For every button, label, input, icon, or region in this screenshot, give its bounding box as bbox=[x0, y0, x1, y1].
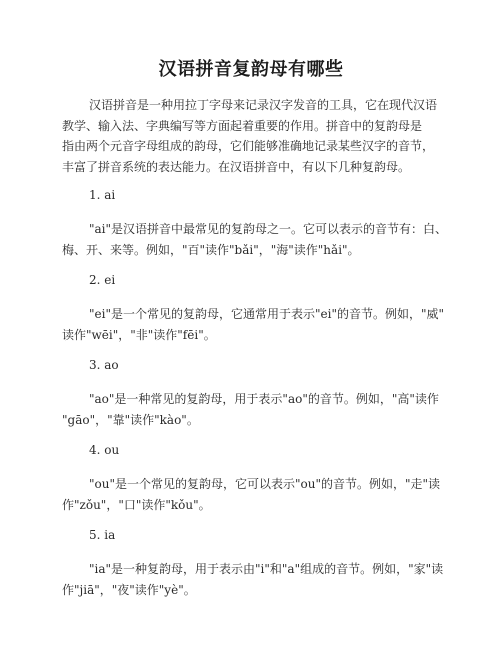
section-line: "ao"是一种常见的复韵母，用于表示"ao"的音节。例如，"高"读作 bbox=[89, 392, 439, 406]
section-line: 作"jiā"，"夜"读作"yè"。 bbox=[62, 583, 196, 597]
section-heading: 4. ou bbox=[89, 443, 120, 457]
section-line: "ei"是一个常见的复韵母，它通常用于表示"ei"的音节。例如，"威" bbox=[89, 307, 444, 321]
section-line: "ai"是汉语拼音中最常见的复韵母之一。它可以表示的音节有：白、 bbox=[89, 222, 448, 236]
section-heading: 2. ei bbox=[89, 273, 116, 287]
intro-line: 指由两个元音字母组成的韵母，它们能够准确地记录某些汉字的音节， bbox=[62, 139, 435, 153]
section-line: "ia"是一种复韵母，用于表示由"i"和"a"组成的音节。例如，"家"读 bbox=[89, 562, 444, 576]
section-line: 作"zǒu"，"口"读作"kǒu"。 bbox=[62, 498, 211, 512]
section-heading: 3. ao bbox=[89, 358, 119, 372]
page-title: 汉语拼音复韵母有哪些 bbox=[158, 59, 344, 80]
intro-line: 教学、输入法、字典编写等方面起着重要的作用。拼音中的复韵母是 bbox=[62, 119, 423, 133]
section-line: 梅、开、来等。例如，"百"读作"bǎi"，"海"读作"hǎi"。 bbox=[62, 243, 360, 257]
section-line: "gāo"，"靠"读作"kào"。 bbox=[62, 413, 199, 427]
intro-line: 汉语拼音是一种用拉丁字母来记录汉字发音的工具，它在现代汉语 bbox=[89, 98, 438, 112]
intro-line: 丰富了拼音系统的表达能力。在汉语拼音中，有以下几种复韵母。 bbox=[62, 160, 411, 174]
section-heading: 1. ai bbox=[89, 188, 116, 202]
section-heading: 5. ia bbox=[89, 528, 116, 542]
section-line: 读作"wēi"，"非"读作"fēi"。 bbox=[62, 328, 216, 342]
section-line: "ou"是一个常见的复韵母，它可以表示"ou"的音节。例如，"走"读 bbox=[89, 477, 441, 491]
